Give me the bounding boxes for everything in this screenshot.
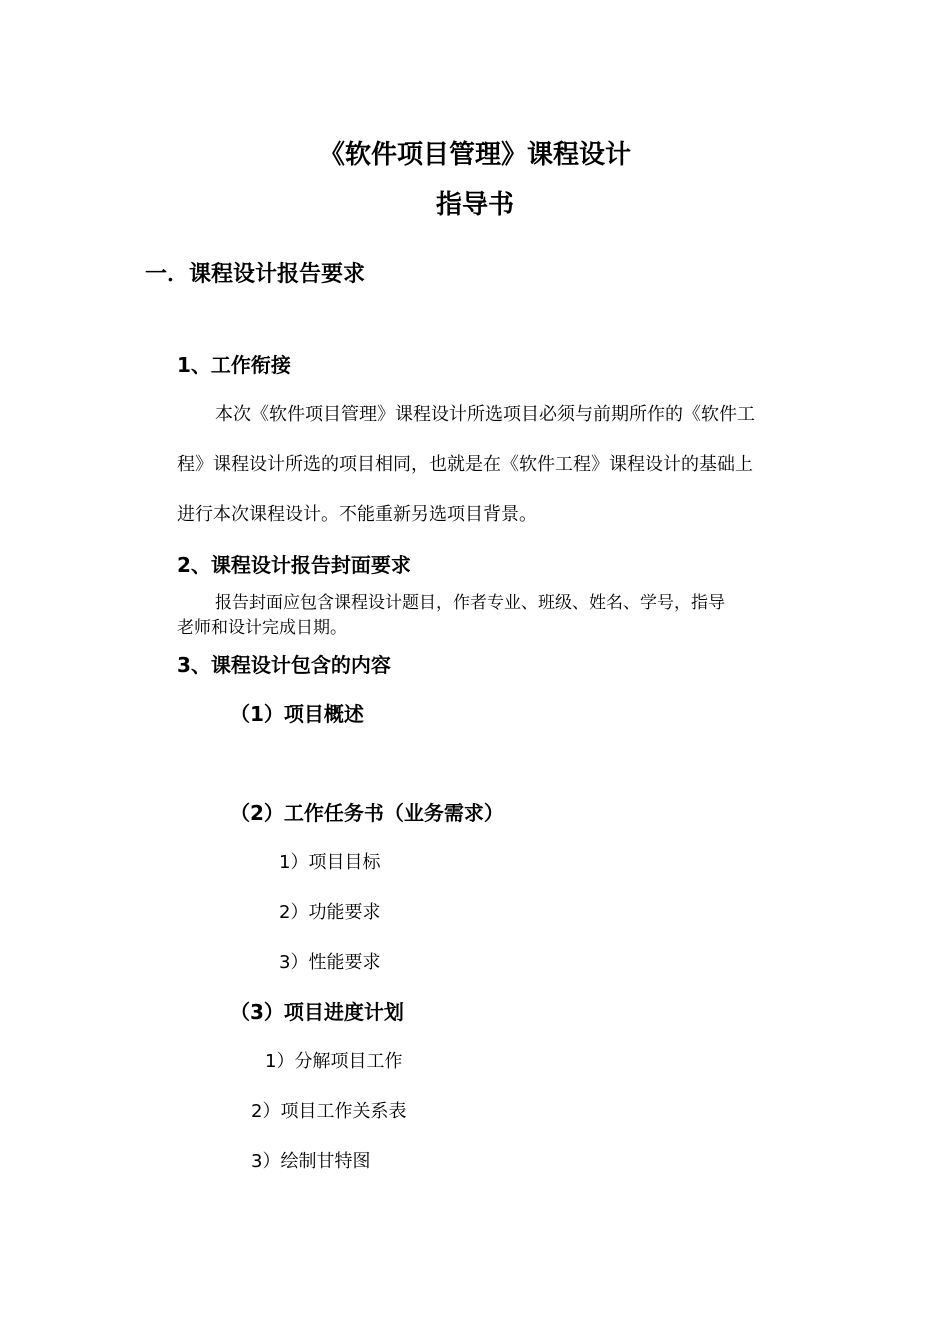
list-item: 2）项目工作关系表 (251, 1101, 407, 1122)
list-item: 1）项目目标 (279, 852, 381, 873)
subsection-heading-design-contents: 3、课程设计包含的内容 (177, 653, 391, 677)
part-heading-schedule-plan: （3）项目进度计划 (230, 1000, 404, 1024)
part-heading-work-task-book: （2）工作任务书（业务需求） (230, 801, 504, 825)
list-item: 3）绘制甘特图 (251, 1151, 371, 1172)
document-subtitle: 指导书 (435, 190, 514, 220)
list-item: 2）功能要求 (279, 902, 381, 923)
paragraph-line: 进行本次课程设计。不能重新另选项目背景。 (177, 504, 537, 525)
paragraph-line: 本次《软件项目管理》课程设计所选项目必须与前期所作的《软件工 (215, 404, 755, 425)
part-heading-project-overview: （1）项目概述 (230, 702, 364, 726)
paragraph-line: 程》课程设计所选的项目相同，也就是在《软件工程》课程设计的基础上 (177, 454, 753, 475)
list-item: 1）分解项目工作 (265, 1051, 403, 1072)
paragraph-line: 老师和设计完成日期。 (177, 618, 347, 638)
document-title: 《软件项目管理》课程设计 (318, 140, 631, 170)
subsection-heading-work-connection: 1、工作衔接 (177, 353, 291, 377)
section-heading-report-requirements: 一．课程设计报告要求 (145, 262, 366, 287)
list-item: 3）性能要求 (279, 952, 381, 973)
paragraph-line: 报告封面应包含课程设计题目，作者专业、班级、姓名、学号，指导 (215, 593, 725, 613)
subsection-heading-cover-requirements: 2、课程设计报告封面要求 (177, 553, 411, 577)
